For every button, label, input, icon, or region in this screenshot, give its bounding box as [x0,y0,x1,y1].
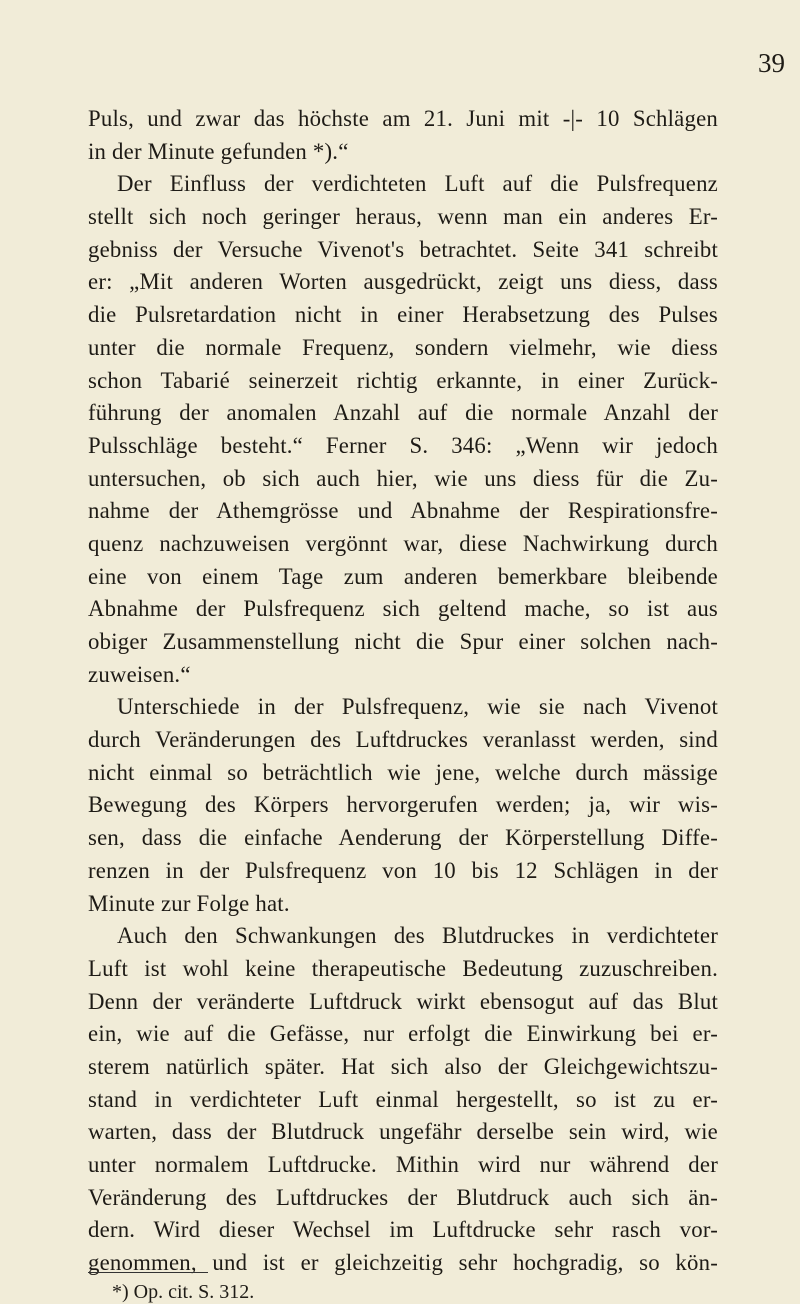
text-line: in der Minute gefunden *).“ [88,138,349,164]
text-line: stand in verdichteter Luft einmal hergestellt, so ist zu er- [88,1086,718,1112]
text-line: stellt sich noch geringer heraus, wenn man ein anderes Er- [88,204,718,230]
text-line: schon Tabarié seinerzeit richtig erkannte, in einer Zurück- [88,367,718,393]
footnote-divider [88,1272,208,1273]
text-line: Puls, und zwar das höchste am 21. Juni mit -|- 10 Schlägen [88,106,718,131]
text-line: nicht einmal so beträchtlich wie jene, welche durch mässige [88,759,718,785]
page-number: 39 [758,48,785,78]
text-line: Abnahme der Pulsfrequenz sich geltend mache, so ist aus [88,596,718,622]
text-line: genommen, und ist er gleichzeitig sehr hochgradig, so kön- [88,1250,718,1276]
text-line: Der Einfluss der verdichteten Luft auf die Pulsfrequenz [117,171,718,197]
text-line: führung der anomalen Anzahl auf die normale Anzahl der [88,400,718,426]
text-line: dern. Wird dieser Wechsel im Luftdrucke sehr rasch vor- [88,1217,718,1243]
text-line: zuweisen.“ [88,661,191,687]
footnote: *) Op. cit. S. 312. [112,1281,255,1303]
text-line: sen, dass die einfache Aenderung der Körperstellung Diffe- [88,825,718,851]
text-line: Bewegung des Körpers hervorgerufen werden; ja, wir wis- [88,792,718,818]
text-line: Pulsschläge besteht.“ Ferner S. 346: „Wenn wir jedoch [88,432,718,458]
text-line: sterem natürlich später. Hat sich also der Gleichgewichtszu- [88,1053,718,1079]
text-line: Minute zur Folge hat. [88,890,290,916]
text-line: warten, dass der Blutdruck ungefähr derselbe sein wird, wie [88,1119,718,1145]
text-line: die Pulsretardation nicht in einer Herabsetzung des Pulses [88,302,718,328]
text-line: Unterschiede in der Pulsfrequenz, wie sie nach Vivenot [117,694,718,720]
text-line: obiger Zusammenstellung nicht die Spur einer solchen nach- [88,629,718,654]
text-line: er: „Mit anderen Worten ausgedrückt, zeigt uns diess, dass [88,269,718,295]
body-text [88,103,718,1280]
text-line: Auch den Schwankungen des Blutdruckes in verdichteter [117,923,718,949]
text-line: durch Veränderungen des Luftdruckes veranlasst werden, sind [88,727,718,753]
text-line: renzen in der Pulsfrequenz von 10 bis 12 Schlägen in der [88,857,718,883]
text-line: unter die normale Frequenz, sondern vielmehr, wie diess [88,334,718,360]
text-line: quenz nachzuweisen vergönnt war, diese Nachwirkung durch [88,530,718,556]
text-line: nahme der Athemgrösse und Abnahme der Respirationsfre- [88,498,718,524]
text-line: ein, wie auf die Gefässe, nur erfolgt die Einwirkung bei er- [88,1021,718,1047]
text-line: untersuchen, ob sich auch hier, wie uns diess für die Zu- [88,465,718,491]
text-line: eine von einem Tage zum anderen bemerkbare bleibende [88,563,718,589]
text-line: unter normalem Luftdrucke. Mithin wird nur während der [88,1152,718,1177]
text-line: Luft ist wohl keine therapeutische Bedeutung zuzuschreiben. [88,955,718,981]
text-line: Veränderung des Luftdruckes der Blutdruck auch sich än- [88,1184,718,1210]
text-line: Denn der veränderte Luftdruck wirkt ebensogut auf das Blut [88,988,718,1014]
text-line: gebniss der Versuche Vivenot's betrachtet. Seite 341 schreibt [88,236,718,262]
